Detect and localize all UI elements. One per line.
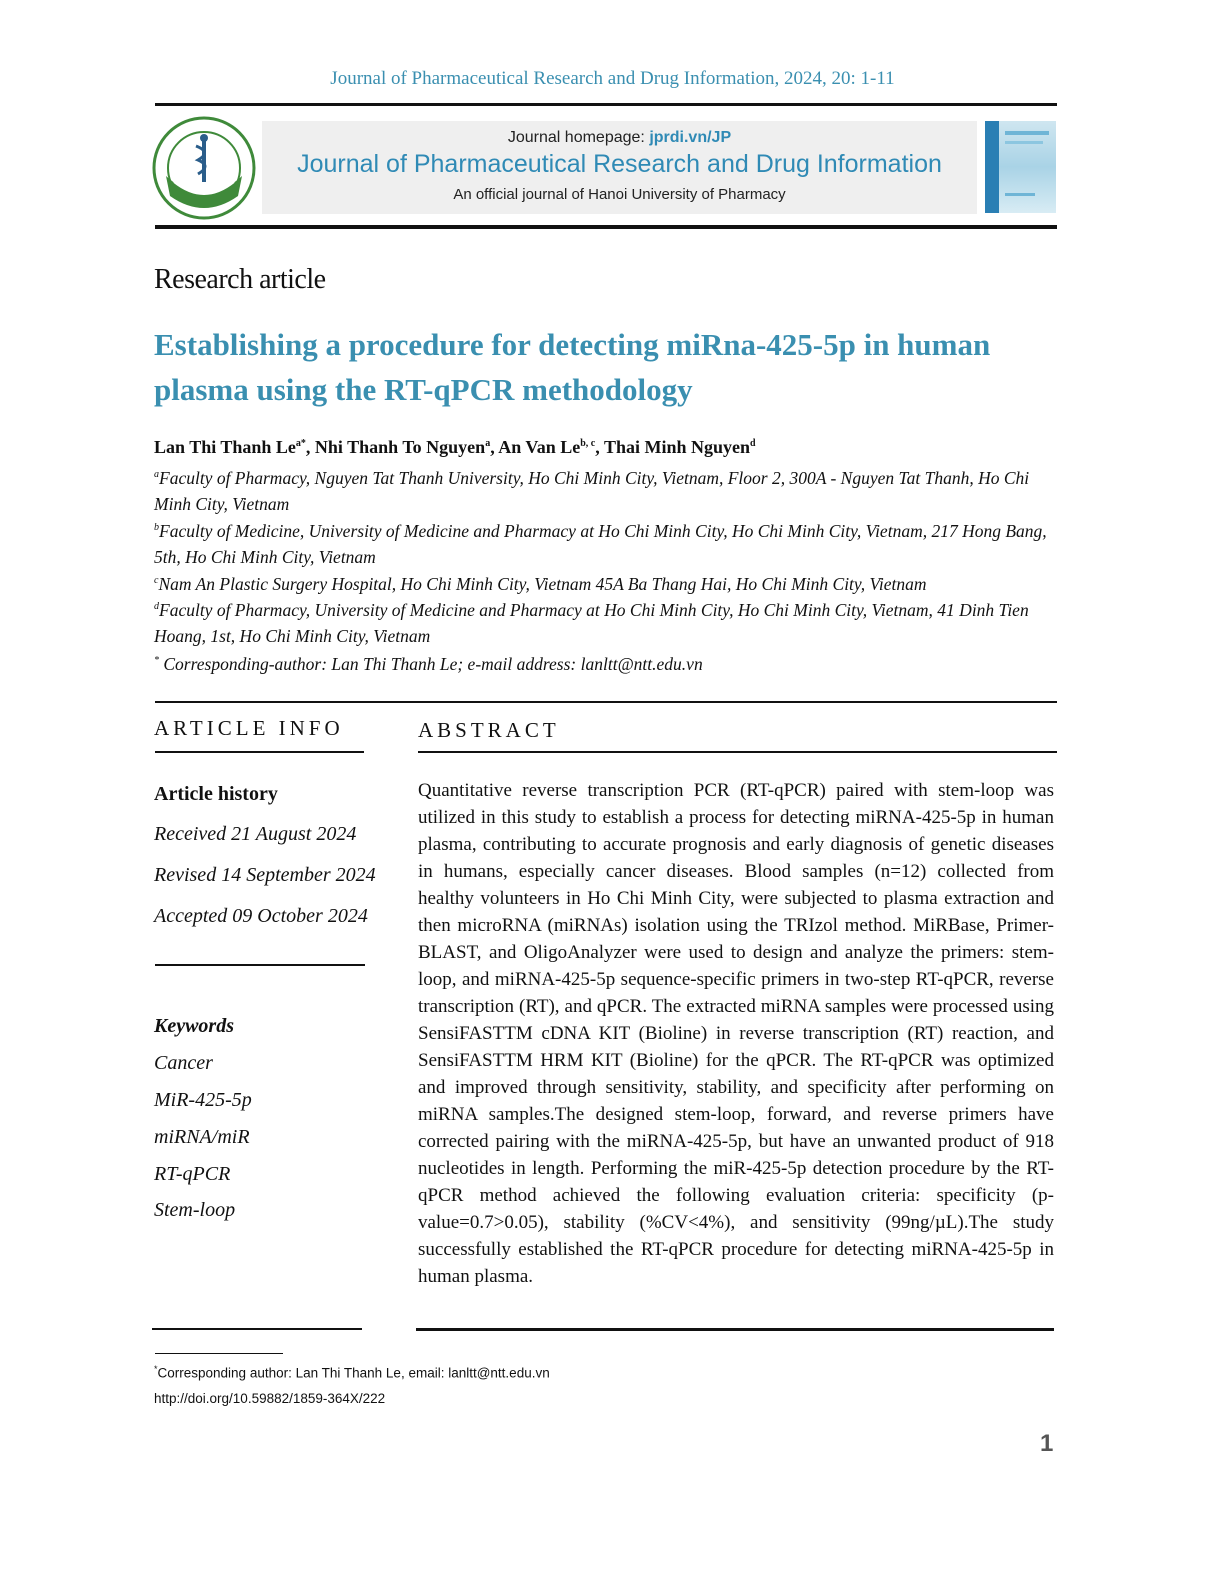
keyword: miRNA/miR	[154, 1126, 250, 1148]
author-affil-mark: a	[485, 438, 491, 449]
keyword: Cancer	[154, 1052, 213, 1074]
journal-cover-icon	[985, 121, 1056, 213]
article-info-rule	[155, 751, 364, 753]
abstract-heading: ABSTRACT	[418, 718, 560, 742]
journal-banner	[262, 121, 977, 214]
university-logo-icon	[152, 116, 256, 220]
affiliation: $^c$Nam An Plastic Surgery Hospital, Ho Chi Minh City, Vietnam 45A Ba Thang Hai, Ho Chi Minh City, Vietnam	[154, 573, 927, 594]
author-name: Lan Thi Thanh Le	[154, 437, 296, 457]
article-info-heading: ARTICLE INFO	[154, 716, 344, 740]
author-name: Thai Minh Nguyen	[603, 437, 750, 457]
header-top-rule	[155, 103, 1057, 106]
page-number: 1	[1040, 1430, 1054, 1457]
journal-subtitle: An official journal of Hanoi University of Pharmacy	[453, 186, 786, 203]
journal-name: Journal of Pharmaceutical Research and Drug Information	[297, 150, 942, 178]
keyword: RT-qPCR	[154, 1163, 231, 1185]
title-line: plasma using the RT-qPCR methodology	[154, 372, 693, 407]
footnote-corresponding: *Corresponding author: Lan Thi Thanh Le, email: lanltt@ntt.edu.vn	[154, 1364, 550, 1381]
article-history-heading: Article history	[154, 783, 278, 805]
received-date: Received 21 August 2024	[154, 823, 357, 845]
doi-link[interactable]: http://doi.org/10.59882/1859-364X/222	[154, 1391, 386, 1406]
footnote-rule	[155, 1353, 283, 1354]
affiliation: $^b$Faculty of Medicine, University of Medicine and Pharmacy at Ho Chi Minh City, Ho Chi Minh City, Vietnam, 217 Hong Bang, 5th, Ho Chi Minh City, Vietnam	[154, 520, 1047, 567]
journal-homepage	[262, 129, 977, 147]
abstract-bottom-rule	[416, 1328, 1054, 1331]
abstract-text: Quantitative reverse transcription PCR (RT-qPCR) paired with stem-loop was utilized in this study to establish a process for detecting miRNA-425-5p in human plasma, contributing to accurate prognosis and early diagnosis of genetic diseases in humans, especially cancer diseases. Blood samples (n=12) collected from healthy volunteers in Ho Chi Minh City, were subjected to plasma extraction and then microRNA (miRNAs) isolation using the TRIzol method. MiRBase, Primer-BLAST, and OligoAnalyzer were used to design and analyze the primers: stem-loop, and miRNA-425-5p sequence-specific primers in two-step RT-qPCR, reverse transcription (RT), and qPCR. The extracted miRNA samples were processed using SensiFASTTM cDNA KIT (Bioline) in reverse transcription (RT) reaction, and SensiFASTTM HRM KIT (Bioline) for the qPCR. The RT-qPCR was optimized and improved through sensitivity, stability, and specificity after performing on miRNA samples.The designed stem-loop, forward, and reverse primers have corrected pairing with the miRNA-425-5p, but have an unwanted product of 918 nucleotides in length. Performing the miR-425-5p detection procedure by the RT-qPCR method achieved the following evaluation criteria: specificity (p-value=0.7>0.05), stability (%CV<4%), and sensitivity (99ng/µL).The study successfully established the RT-qPCR procedure for detecting miRNA-425-5p in human plasma.	[418, 780, 1054, 1287]
abstract-heading-rule	[418, 751, 1057, 753]
homepage-label: Journal homepage:	[507, 129, 650, 146]
author-affil-mark: a*	[295, 438, 306, 449]
homepage-link[interactable]: jprdi.vn/JP	[649, 129, 732, 146]
keyword: MiR-425-5p	[154, 1089, 252, 1111]
author-affil-mark: b, c	[580, 438, 596, 449]
title-line: Establishing a procedure for detecting miRna-425-5p in human	[154, 327, 991, 362]
accepted-date: Accepted 09 October 2024	[154, 905, 368, 927]
history-rule	[155, 964, 365, 966]
author-name: Nhi Thanh To Nguyen	[314, 437, 486, 457]
author-list: Lan Thi Thanh $Le^{a*}$, Nhi Thanh To Nguyen$^a$, An Van Le$^{b, c}$, Thai Minh Nguyen$^d$	[154, 437, 756, 457]
running-head: Journal of Pharmaceutical Research and Drug Information, 2024, 20: 1-11	[330, 68, 895, 89]
header-bottom-rule	[155, 225, 1057, 229]
keywords-heading: Keywords	[154, 1015, 234, 1037]
author-name: An Van Le	[498, 437, 581, 457]
article-title	[154, 322, 1054, 412]
keywords-rule	[152, 1328, 362, 1330]
revised-date: Revised 14 September 2024	[154, 864, 376, 886]
affiliation: $^d$Faculty of Pharmacy, University of Medicine and Pharmacy at Ho Chi Minh City, Ho Chi Minh City, Vietnam, 41 Dinh Tien Hoang, 1st, Ho Chi Minh City, Vietnam	[154, 599, 1029, 646]
author-affil-mark: d	[749, 438, 756, 449]
keyword: Stem-loop	[154, 1199, 236, 1221]
corresponding-author-note: * Corresponding-author: Lan Thi Thanh Le; e-mail address: lanltt@ntt.edu.vn	[154, 653, 703, 674]
affiliation: $^a$Faculty of Pharmacy, Nguyen Tat Thanh University, Ho Chi Minh City, Vietnam, Floor 2, 300A - Nguyen Tat Thanh, Ho Chi Minh City, Vietnam	[154, 467, 1030, 514]
section-rule	[155, 701, 1057, 703]
article-type: Research article	[154, 264, 326, 295]
